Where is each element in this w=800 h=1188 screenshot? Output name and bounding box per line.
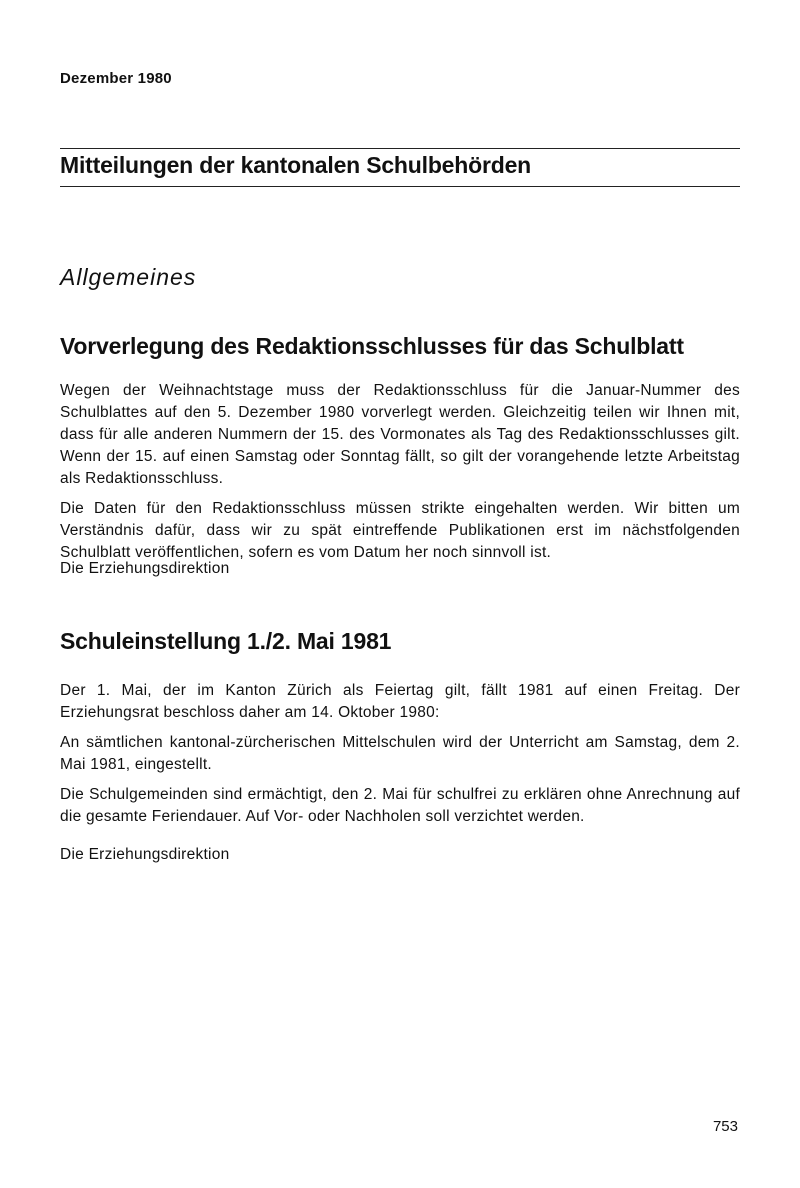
- article-2-signature: Die Erziehungsdirektion: [60, 846, 230, 863]
- section-rule-bottom: [60, 186, 740, 187]
- article-1-signature: Die Erziehungsdirektion: [60, 560, 230, 577]
- article-1-title: Vorverlegung des Redaktionsschlusses für das Schulblatt: [60, 333, 684, 359]
- article-2-paragraph-3: Die Schulgemeinden sind ermächtigt, den 2. Mai für schulfrei zu erklären ohne Anrechnung auf die gesamte Feriendauer. Auf Vor- oder Nachholen soll verzichtet werden.: [60, 786, 740, 825]
- article-2-paragraph-1: Der 1. Mai, der im Kanton Zürich als Feiertag gilt, fällt 1981 auf einen Freitag. Der Erziehungsrat beschloss daher am 14. Oktober 1980:: [60, 682, 740, 721]
- section-rule-top: [60, 148, 740, 149]
- section-title: Mitteilungen der kantonalen Schulbehörden: [60, 152, 532, 178]
- article-1-body: [60, 380, 740, 572]
- article-2-title: Schuleinstellung 1./2. Mai 1981: [60, 628, 392, 654]
- article-2-body: [60, 680, 740, 836]
- article-2-paragraph-2: An sämtlichen kantonal-zürcherischen Mittelschulen wird der Unterricht am Samstag, dem 2. Mai 1981, eingestellt.: [60, 734, 740, 773]
- category-heading: Allgemeines: [60, 264, 197, 290]
- issue-date: Dezember 1980: [60, 70, 172, 87]
- article-1-paragraph-1: Wegen der Weihnachtstage muss der Redaktionsschluss für die Januar-Nummer des Schulblattes auf den 5. Dezember 1980 vorverlegt werden. Gleichzeitig teilen wir Ihnen mit, dass für alle anderen Nummern der 15. des Vormonates als Tag des Redaktionsschlusses gilt. Wenn der 15. auf einen Samstag oder Sonntag fällt, so gilt der vorangehende letzte Arbeitstag als Redaktionsschluss.: [60, 382, 740, 487]
- article-1-paragraph-2: Die Daten für den Redaktionsschluss müssen strikte eingehalten werden. Wir bitten um Verständnis dafür, dass wir zu spät eintreffende Publikationen erst im nächstfolgenden Schulblatt veröffentlichen, sofern es vom Datum her noch sinnvoll ist.: [60, 500, 740, 561]
- page-number: 753: [712, 1118, 738, 1135]
